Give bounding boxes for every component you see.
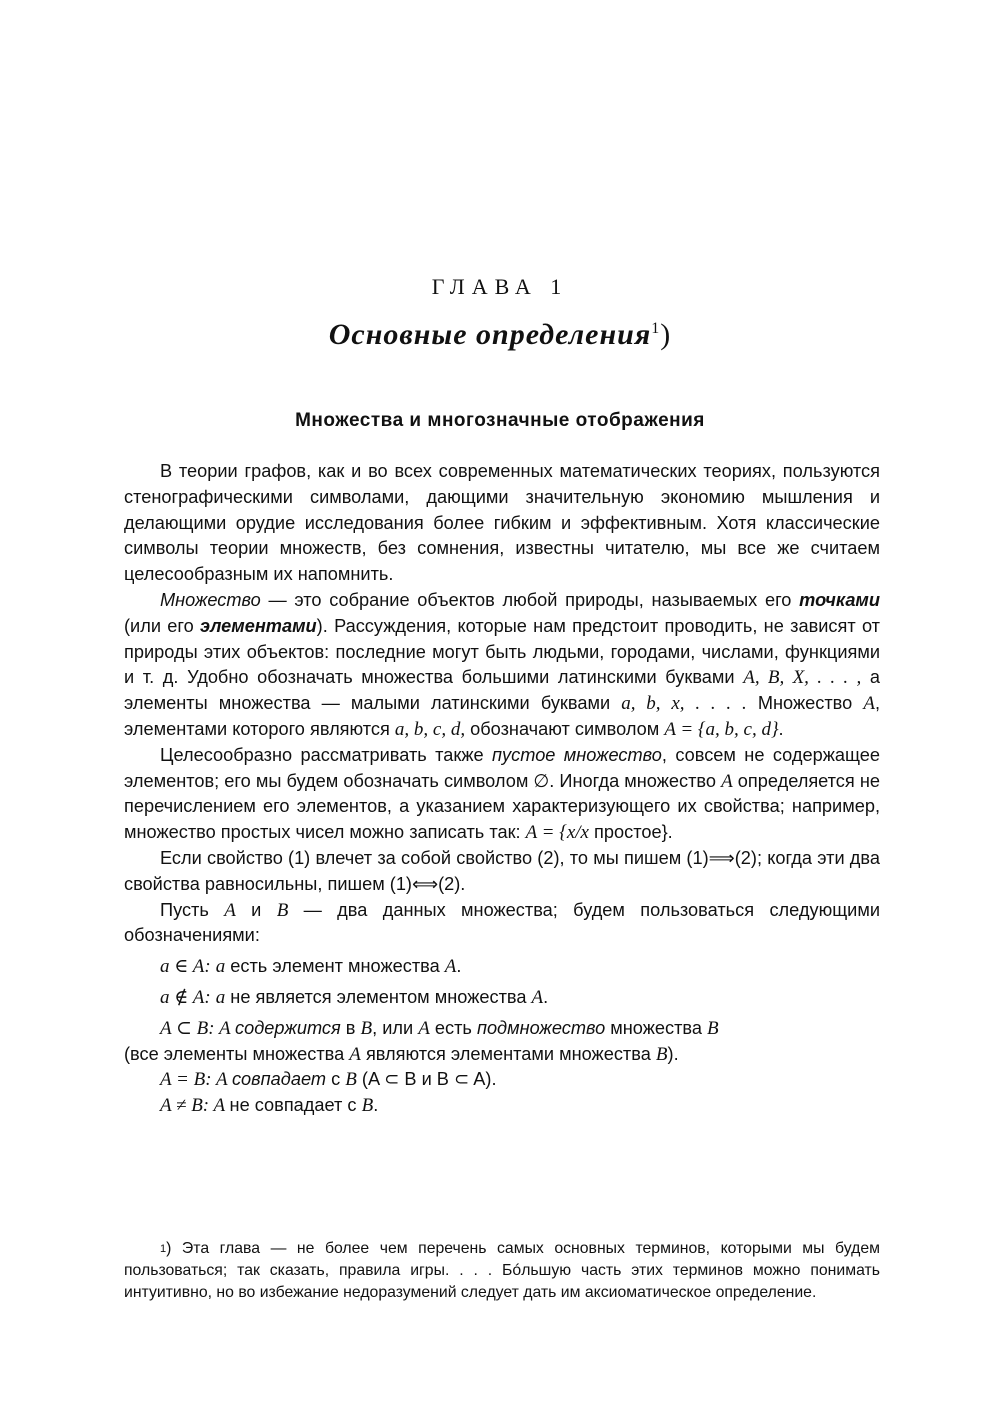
text-run: есть элемент множества [225, 956, 445, 977]
chapter-title-footnote-mark: 1 [651, 320, 661, 337]
section-heading: Множества и многозначные отображения [295, 410, 705, 431]
paragraph-notation-intro [124, 898, 880, 950]
term-set: Множество [160, 589, 261, 610]
math-run: A [349, 1043, 361, 1065]
footnote-text [124, 1238, 880, 1304]
math-run: A ⊂ B: [160, 1017, 215, 1039]
text-run: . [373, 1095, 379, 1116]
math-run: B [345, 1069, 357, 1091]
math-run: A [863, 693, 875, 715]
text-run: (все элементы множества [124, 1043, 350, 1064]
text-run: обозначают символом [465, 718, 665, 739]
chapter-title-text: Основные определения [328, 318, 652, 351]
equivalence-arrow-icon: ⟺ [412, 873, 439, 895]
math-run: a ∉ A: [160, 986, 211, 1008]
text-run: (A ⊂ B и B ⊂ A). [356, 1069, 497, 1090]
math-run: A [211, 1069, 232, 1091]
text-run: — два данных множества; будем пользоваться следующими обозначениями: [124, 899, 880, 946]
definition-not-equal [124, 1093, 880, 1119]
math-run: A [209, 1095, 230, 1117]
text-run: не совпадает с [229, 1095, 362, 1116]
math-run: A = {a, b, c, d} [664, 718, 779, 740]
text-run: . [543, 986, 549, 1007]
definition-not-element-of [124, 985, 880, 1011]
text-run: определяется не перечислением его элементов, а указанием характеризующего их свойства; например, множество простых чисел можно записать так: [124, 770, 880, 843]
term-contained: содержится [235, 1017, 341, 1038]
math-run: A [531, 986, 544, 1008]
definition-subset [124, 1016, 880, 1068]
text-run: с [326, 1069, 346, 1090]
text-run: . Иногда множество [549, 770, 722, 791]
math-run: A [418, 1017, 430, 1039]
math-run: B [276, 899, 289, 921]
term-subset: подмножество [476, 1017, 606, 1038]
implies-arrow-icon: ⟹ [708, 847, 735, 869]
text-run: — это собрание объектов любой природы, называемых его [260, 589, 800, 610]
definition-element-of [124, 954, 880, 980]
text-run: ). [667, 1043, 679, 1064]
text-run: , элементами которого являются [124, 693, 880, 739]
empty-set-symbol: ∅ [533, 770, 550, 792]
text-run: Пусть [160, 899, 225, 920]
math-run: a ∈ A: [160, 956, 211, 978]
math-run: B [707, 1017, 719, 1039]
paragraph-empty-set [124, 743, 880, 846]
body-text [124, 459, 880, 1119]
chapter-title-footnote-paren: ) [660, 318, 672, 351]
text-run: (2). [438, 873, 466, 894]
math-run: A = B: [160, 1069, 212, 1091]
text-run: являются элементами множества [360, 1043, 656, 1064]
chapter-label: ГЛАВА 1 [431, 274, 569, 299]
text-run: множества [605, 1017, 708, 1038]
text-run: (или его [124, 615, 201, 636]
math-run: A [224, 899, 236, 921]
text-run: а элементы множества — малыми латинскими буквами [124, 667, 880, 714]
math-run: a [215, 956, 226, 978]
math-run: A = {x/x [525, 822, 589, 844]
math-run: B [655, 1043, 668, 1065]
text-run: не является элементом множества [225, 986, 532, 1007]
math-run: A [214, 1017, 236, 1039]
text-run: , или [372, 1017, 419, 1038]
text-run: . [778, 718, 784, 739]
math-run: a, b, c, d, [394, 718, 466, 740]
text-run: есть [429, 1017, 477, 1038]
math-run: A [721, 770, 733, 792]
math-run: B [360, 1017, 373, 1039]
footnote-body: ) Эта глава — не более чем перечень самых основных терминов, которыми мы будем пользоваться; так сказать, правила игры. . . . Бóльшую часть этих терминов можно понимать интуитивно, но во избежание недоразумений следует дать им аксиоматическое определение. [124, 1240, 880, 1301]
text-run: Множество [746, 693, 864, 714]
term-coincides: совпадает [231, 1069, 327, 1090]
text-run: (2); когда эти два свойства равносильны, пишем (1) [124, 847, 880, 894]
paragraph-intro: В теории графов, как и во всех современных математических теориях, пользуются стенографическими символами, дающими значительную экономию мышления и делающими орудие исследования более гибким и эффективным. Хотя классические символы теории множеств, без сомнения, известны читателю, мы все же считаем целесообразным их напомнить. [124, 461, 880, 585]
definition-equal [124, 1067, 880, 1093]
math-run: B [361, 1095, 374, 1117]
paragraph-set-definition [124, 588, 880, 743]
term-points: точками [799, 589, 880, 610]
math-run: A [444, 956, 457, 978]
math-run: A ≠ B: [160, 1095, 210, 1117]
text-run: простое}. [588, 822, 673, 843]
paragraph-implication [124, 846, 880, 898]
text-run: в [340, 1017, 361, 1038]
footnote-mark: 1 [160, 1243, 167, 1255]
term-empty-set: пустое множество [492, 744, 662, 765]
text-run: , совсем не содержащее элементов; его мы будем обозначать символом [124, 744, 880, 791]
math-run: a, b, x, . . . . [621, 693, 747, 715]
term-elements: элементами [200, 615, 317, 636]
text-run: и [235, 899, 277, 920]
text-run: Целесообразно рассматривать также [160, 744, 493, 765]
math-run: a [215, 986, 226, 1008]
chapter-title [0, 318, 1000, 352]
text-run: Если свойство (1) влечет за собой свойство (2), то мы пишем (1) [160, 847, 709, 868]
text-run: ). Рассуждения, которые нам предстоит проводить, не зависят от природы этих объектов: последние могут быть людьми, городами, числами, функциями и т. д. Удобно обозначать множества большими латинскими буквами [124, 615, 881, 688]
footnote [124, 1238, 880, 1304]
text-run: . [456, 956, 462, 977]
math-run: A, B, X, . . . , [743, 667, 862, 689]
